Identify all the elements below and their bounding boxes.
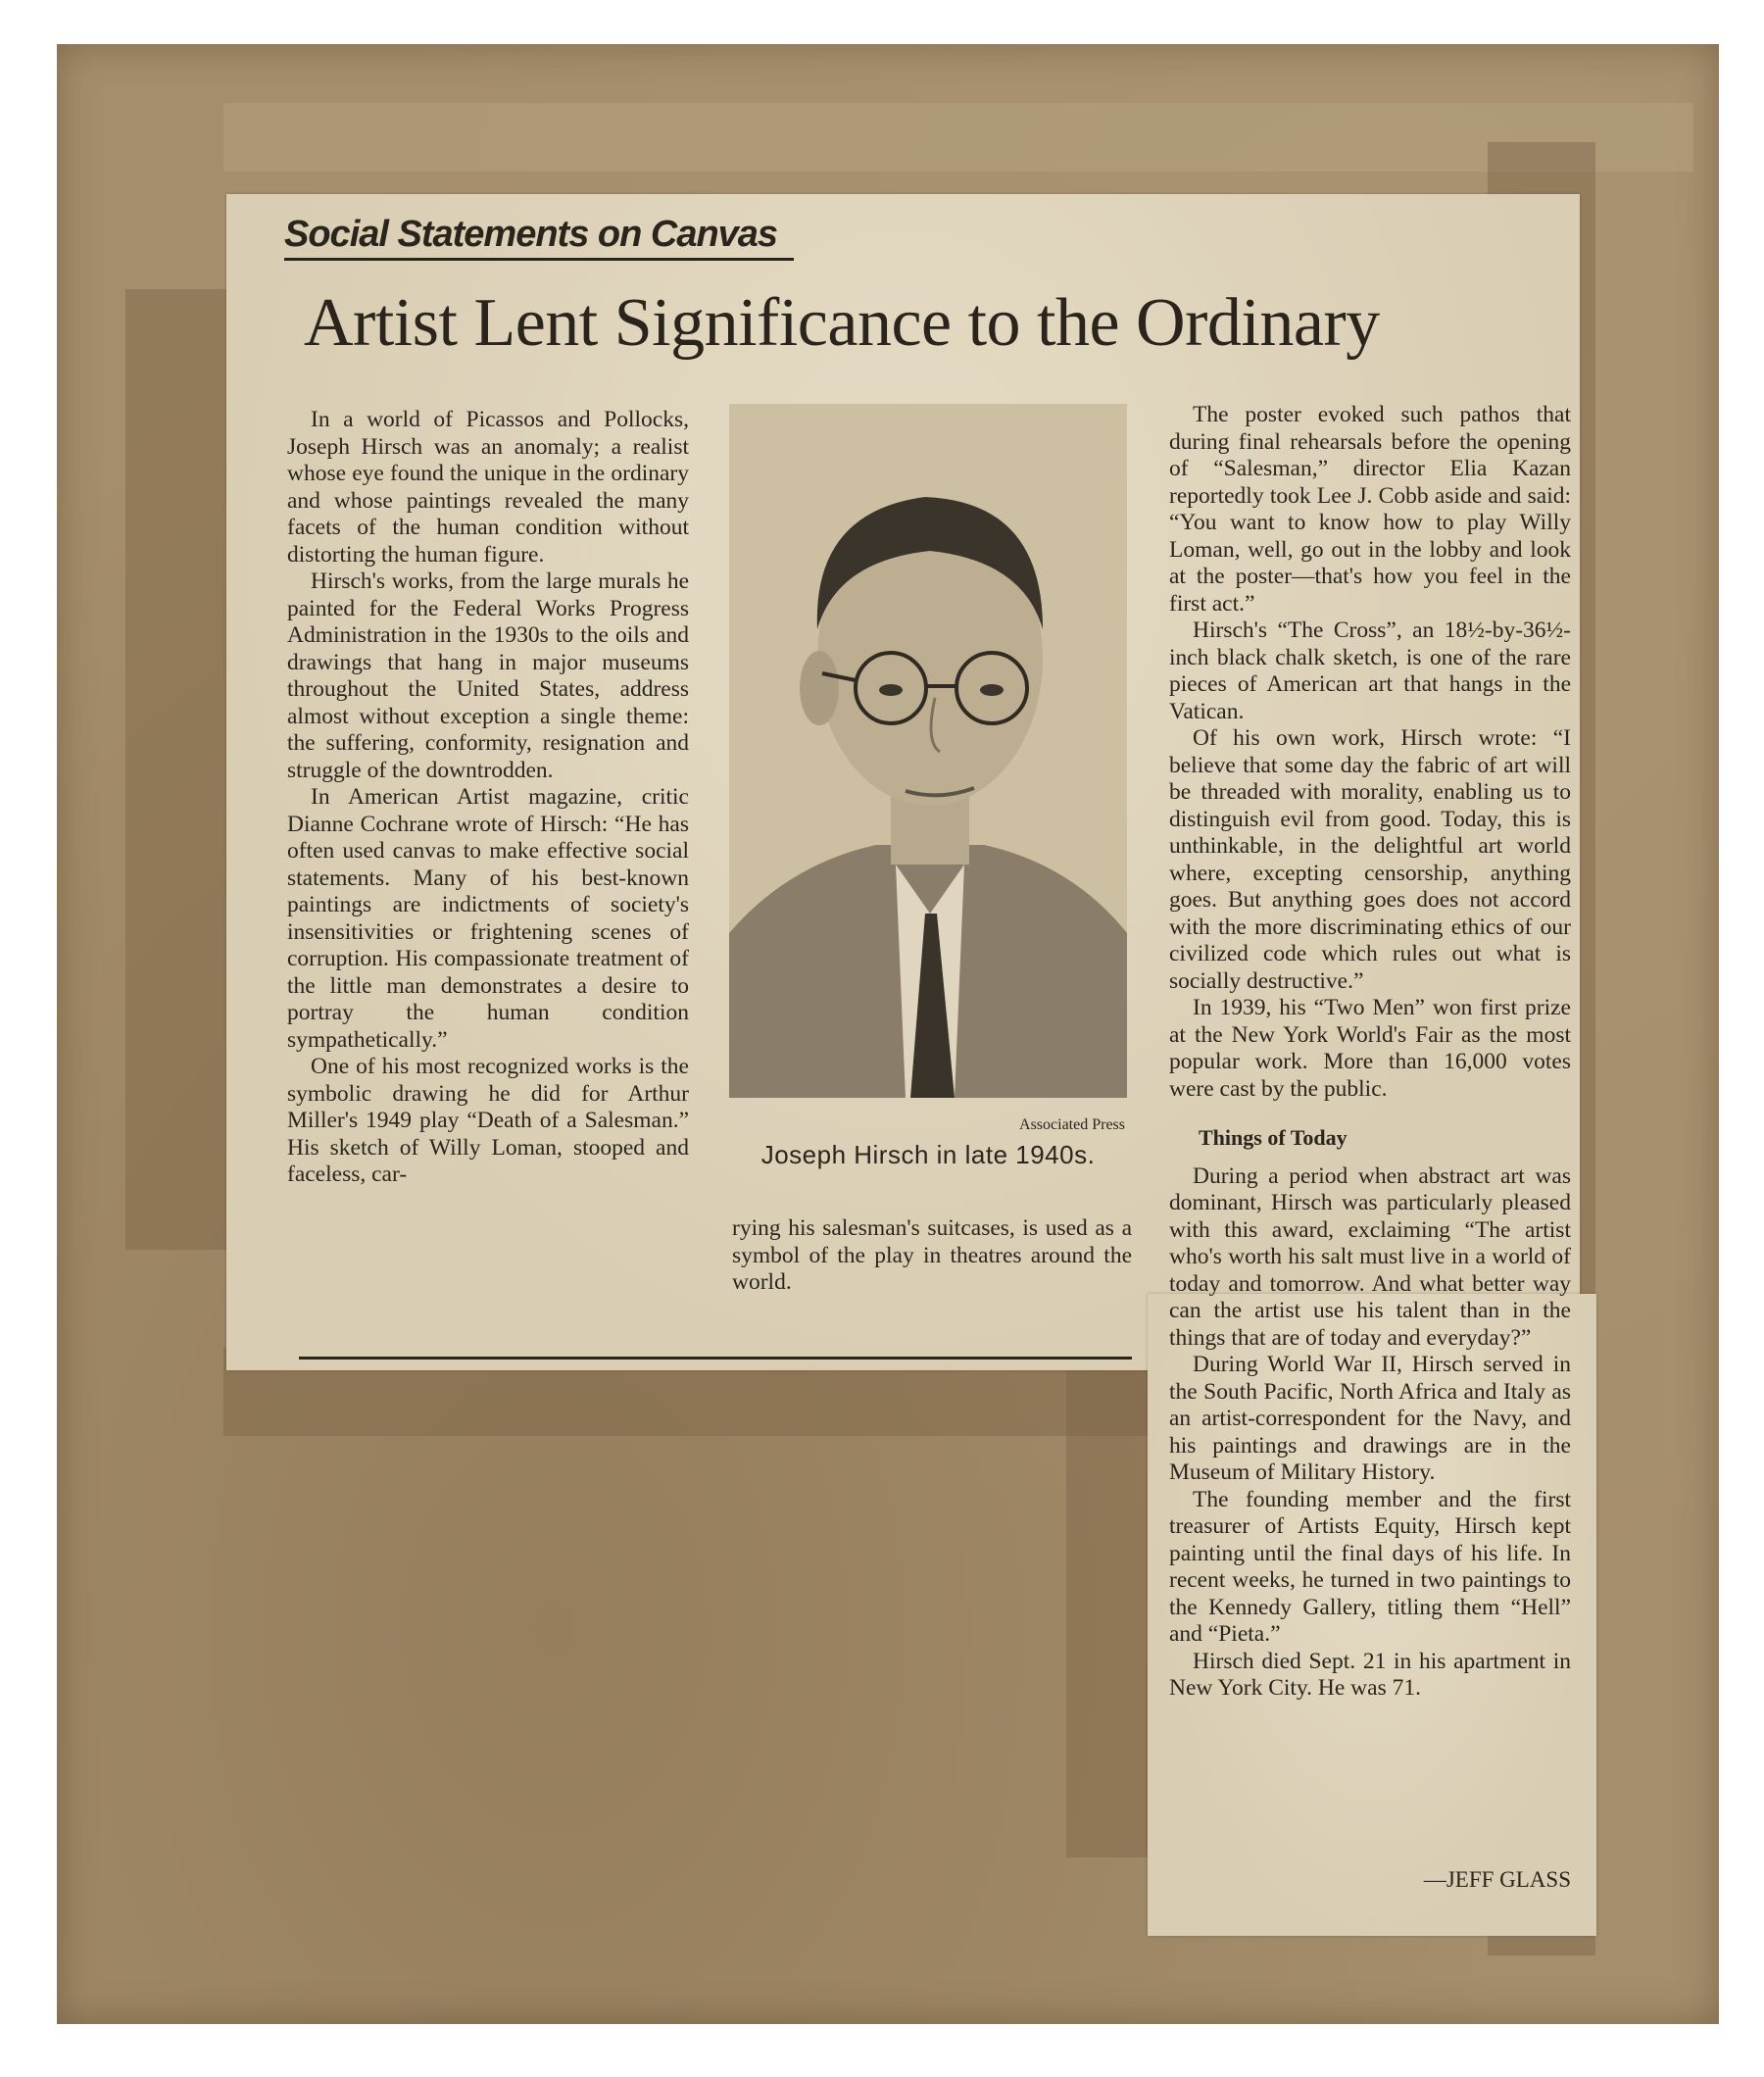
paragraph: In 1939, his “Two Men” won first prize at the New York World's Fair as the most popular work. More than 16,000 votes were cast by the public. [1169,995,1571,1102]
paragraph: Hirsch's “The Cross”, an 18½-by-36½-inch black chalk sketch, is one of the rare pieces of American art that hangs in the Vatican. [1169,618,1571,724]
paragraph: One of his most recognized works is the symbolic drawing he did for Arthur Miller's 1949 play “Death of a Salesman.” His sketch of Willy Loman, stooped and faceless, car- [287,1054,689,1187]
byline: —JEFF GLASS [1423,1867,1571,1892]
column-2-continued [732,1215,1132,1297]
column-1 [287,407,689,1189]
photo-credit: Associated Press [1019,1116,1125,1133]
headline: Artist Lent Significance to the Ordinary [304,285,1380,361]
paragraph: rying his salesman's suitcases, is used as a symbol of the play in theatres around the world. [732,1215,1132,1295]
column-3 [1169,402,1571,1703]
tape-strip [223,103,1693,172]
paragraph: Hirsch's works, from the large murals he painted for the Federal Works Progress Administration in the 1930s to the oils and drawings that hang in major museums throughout the United States, address almost without exception a single theme: the suffering, conformity, resignation and struggle of the downtrodden. [287,569,689,783]
portrait-photo [729,404,1127,1098]
portrait-icon [729,404,1127,1098]
paragraph: In American Artist magazine, critic Dianne Cochrane wrote of Hirsch: “He has often used canvas to make effective social statements. Many of his best-known paintings are indictments of society's insensitivities or frightening scenes of corruption. His compassionate treatment of the little man demonstrates a desire to portray the human condition sympathetically.” [287,784,689,1053]
photo-caption: Joseph Hirsch in late 1940s. [760,1140,1096,1169]
subheading: Things of Today [1199,1125,1348,1150]
paragraph: The poster evoked such pathos that during final rehearsals before the opening of “Salesman,” director Elia Kazan reportedly took Lee J. Cobb aside and said: “You want to know how to play Willy Loman, well, go out in the lobby and look at the poster—that's how you feel in the first act.” [1169,402,1571,617]
paragraph: Of his own work, Hirsch wrote: “I believe that some day the fabric of art will be threaded with morality, enabling us to distinguish evil from good. Today, this is unthinkable, in the delightful art world where, excepting censorship, anything goes. But anything goes does not accord with the more discriminating ethics of our civilized code which rules out what is socially destructive.” [1169,725,1571,994]
tape-strip [125,289,233,1250]
paragraph: During a period when abstract art was dominant, Hirsch was particularly pleased with this award, exclaiming “The artist who's worth his salt must live in a world of today and tomorrow. And what better way can the artist use his talent than in the things that are of today and everyday?” [1169,1162,1571,1351]
paragraph: The founding member and the first treasurer of Artists Equity, Hirsch kept painting until the final days of his life. In recent weeks, he turned in two paintings to the Kennedy Gallery, titling them “Hell” and “Pieta.” [1169,1486,1571,1647]
paragraph: During World War II, Hirsch served in the South Pacific, North Africa and Italy as an artist-correspondent for the Navy, and his paintings and drawings are in the Museum of Military History. [1169,1352,1571,1485]
divider-rule [299,1357,1132,1360]
paragraph: Hirsch died Sept. 21 in his apartment in New York City. He was 71. [1169,1648,1571,1701]
paragraph: In a world of Picassos and Pollocks, Joseph Hirsch was an anomaly; a realist whose eye found the unique in the ordinary and whose paintings revealed the many facets of the human condition without distorting the human figure. [287,407,689,568]
kicker: Social Statements on Canvas [284,214,794,261]
